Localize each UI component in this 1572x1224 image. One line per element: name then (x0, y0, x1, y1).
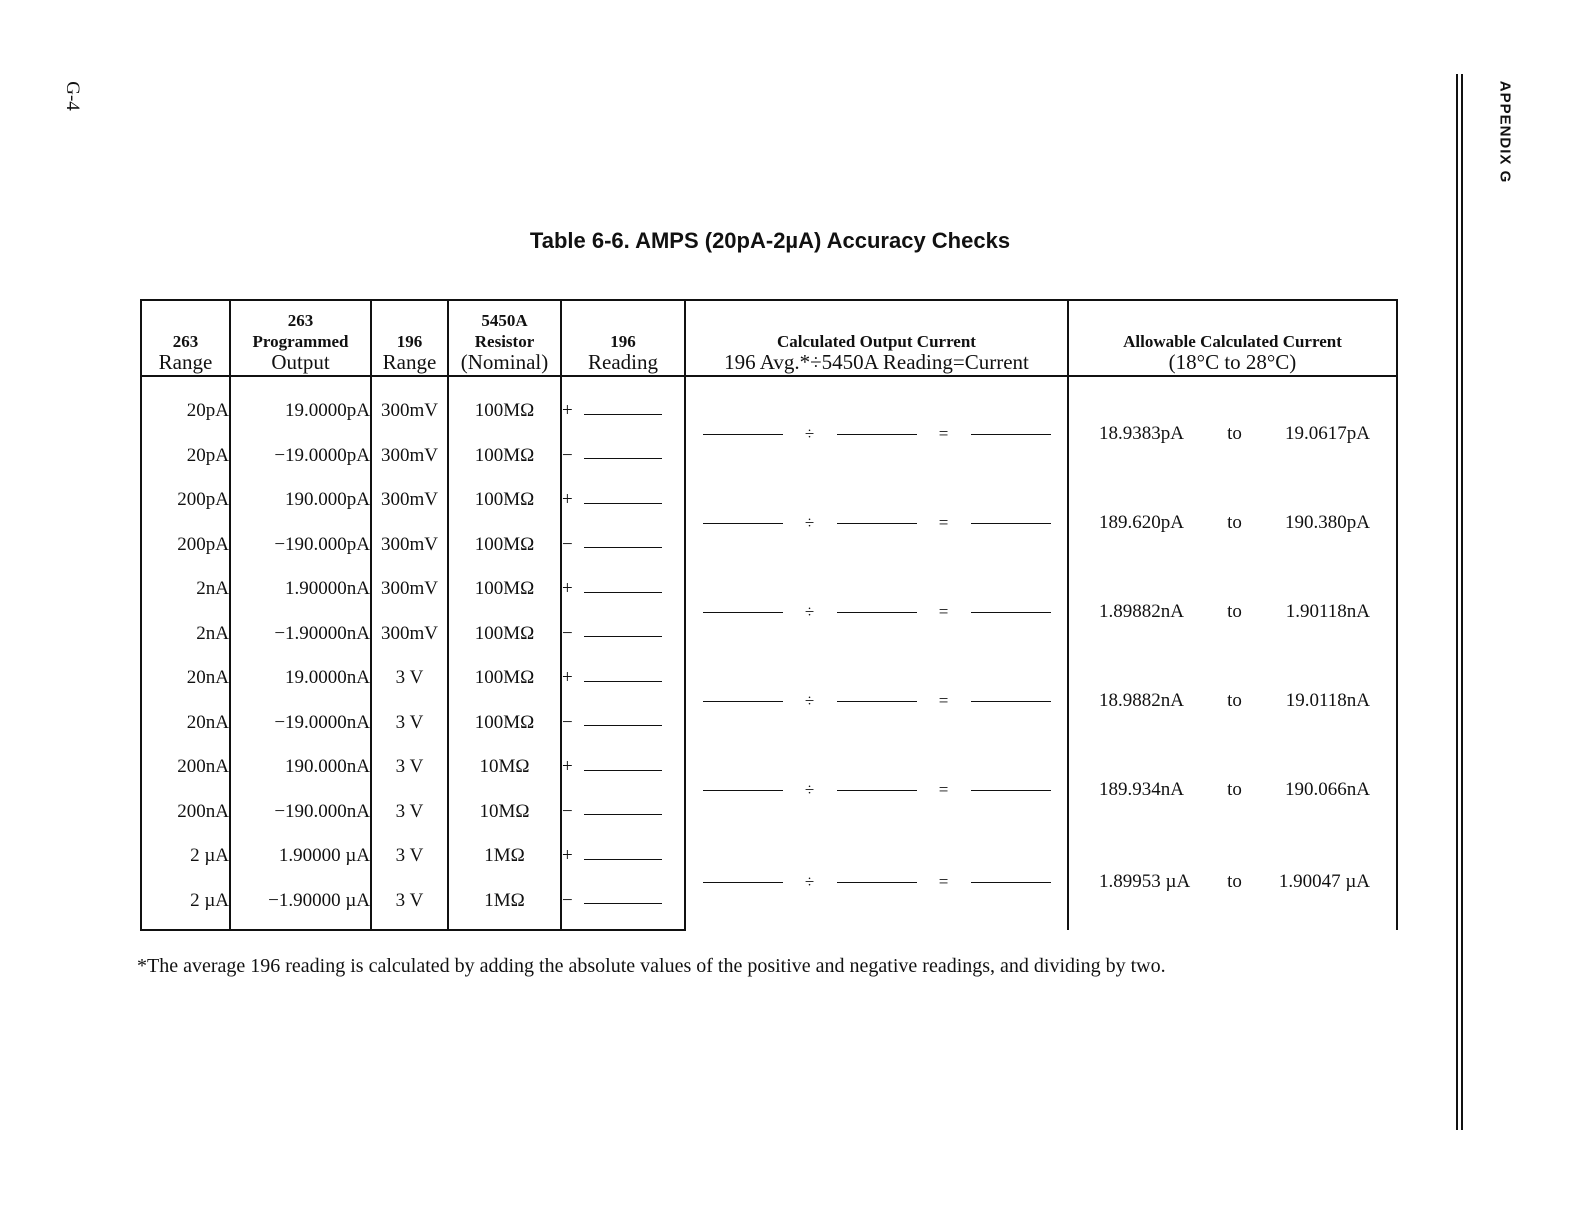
resistor-reading-blank (837, 789, 917, 791)
sign-symbol: + (562, 756, 573, 778)
range-196-cell: 3 V (371, 879, 448, 931)
resistor-cell: 100MΩ (448, 567, 561, 612)
calculation-cell (685, 376, 1068, 478)
equals-symbol: = (938, 779, 949, 799)
allowable-low: 1.89882nA (1099, 600, 1184, 622)
resistor-cell: 1MΩ (448, 879, 561, 931)
programmed-output-cell: 19.0000nA (230, 656, 371, 701)
sign-symbol: + (562, 489, 573, 511)
current-blank (971, 881, 1051, 883)
header-196-range: 196 Range (371, 300, 448, 376)
range-263-cell: 2 µA (141, 834, 230, 879)
range-196-cell: 300mV (371, 612, 448, 657)
equals-symbol: = (938, 512, 949, 532)
reading-blank (584, 858, 662, 860)
table-row (141, 656, 1397, 701)
average-blank (703, 433, 783, 435)
range-196-cell: 3 V (371, 745, 448, 790)
header-263-range: 263 Range (141, 300, 230, 376)
range-196-cell: 300mV (371, 376, 448, 434)
current-blank (971, 789, 1051, 791)
allowable-to: to (1227, 511, 1242, 533)
equals-symbol: = (938, 601, 949, 621)
header-allowable-current: Allowable Calculated Current (18°C to 28°C) (1068, 300, 1397, 376)
reading-blank (584, 769, 662, 771)
table-row (141, 745, 1397, 790)
sign-symbol: + (562, 400, 573, 422)
allowable-to: to (1227, 600, 1242, 622)
range-263-cell: 20pA (141, 434, 230, 479)
reading-196-cell (561, 834, 685, 879)
divide-symbol: ÷ (804, 872, 815, 891)
allowable-high: 19.0118nA (1285, 689, 1370, 711)
programmed-output-cell: 190.000pA (230, 478, 371, 523)
reading-196-cell (561, 567, 685, 612)
divide-symbol: ÷ (804, 779, 815, 799)
header-calculated-current: Calculated Output Current 196 Avg.*÷5450A Reading=Current (685, 300, 1068, 376)
sign-symbol: + (562, 845, 573, 867)
resistor-cell: 100MΩ (448, 612, 561, 657)
reading-blank (584, 635, 662, 637)
programmed-output-cell: −1.90000nA (230, 612, 371, 657)
allowable-cell (1068, 745, 1397, 834)
allowable-cell (1068, 656, 1397, 745)
range-263-cell: 2nA (141, 612, 230, 657)
reading-blank (584, 902, 662, 904)
reading-196-cell (561, 434, 685, 479)
allowable-high: 19.0617pA (1285, 422, 1370, 444)
equals-symbol: = (938, 690, 949, 710)
table-row (141, 376, 1397, 434)
programmed-output-cell: −190.000nA (230, 790, 371, 835)
accuracy-checks-table (140, 299, 1398, 931)
allowable-low: 189.620pA (1099, 511, 1184, 533)
programmed-output-cell: −190.000pA (230, 523, 371, 568)
reading-blank (584, 546, 662, 548)
programmed-output-cell: 1.90000 µA (230, 834, 371, 879)
allowable-to: to (1227, 689, 1242, 711)
resistor-cell: 100MΩ (448, 376, 561, 434)
allowable-high: 190.380pA (1285, 511, 1370, 533)
allowable-high: 1.90047 µA (1278, 871, 1370, 892)
table-row (141, 478, 1397, 523)
resistor-reading-blank (837, 881, 917, 883)
range-263-cell: 20pA (141, 376, 230, 434)
range-263-cell: 20nA (141, 656, 230, 701)
range-263-cell: 200nA (141, 745, 230, 790)
current-blank (971, 700, 1051, 702)
table-title: Table 6-6. AMPS (20pA-2µA) Accuracy Checks (529, 228, 1011, 253)
sign-symbol: − (562, 889, 573, 911)
sign-symbol: + (562, 578, 573, 600)
reading-blank (584, 724, 662, 726)
range-196-cell: 3 V (371, 656, 448, 701)
reading-196-cell (561, 612, 685, 657)
resistor-reading-blank (837, 433, 917, 435)
reading-196-cell (561, 478, 685, 523)
current-blank (971, 611, 1051, 613)
current-blank (971, 522, 1051, 524)
sign-symbol: − (562, 711, 573, 733)
range-263-cell: 2 µA (141, 879, 230, 931)
reading-blank (584, 591, 662, 593)
reading-196-cell (561, 523, 685, 568)
divide-symbol: ÷ (804, 423, 815, 443)
header-196-reading: 196 Reading (561, 300, 685, 376)
range-196-cell: 300mV (371, 567, 448, 612)
equals-symbol: = (938, 423, 949, 443)
range-196-cell: 300mV (371, 478, 448, 523)
programmed-output-cell: −1.90000 µA (230, 879, 371, 931)
allowable-cell (1068, 834, 1397, 930)
current-blank (971, 433, 1051, 435)
calculation-cell (685, 745, 1068, 834)
divide-symbol: ÷ (804, 512, 815, 532)
reading-196-cell (561, 790, 685, 835)
allowable-low: 189.934nA (1099, 778, 1184, 800)
programmed-output-cell: −19.0000nA (230, 701, 371, 746)
calculation-cell (685, 834, 1068, 930)
sign-symbol: − (562, 533, 573, 555)
programmed-output-cell: 1.90000nA (230, 567, 371, 612)
divide-symbol: ÷ (804, 690, 815, 710)
average-blank (703, 522, 783, 524)
sign-symbol: − (562, 444, 573, 466)
resistor-cell: 100MΩ (448, 656, 561, 701)
allowable-low: 1.89953 µA (1099, 871, 1191, 892)
reading-blank (584, 502, 662, 504)
allowable-to: to (1227, 422, 1242, 444)
resistor-reading-blank (837, 522, 917, 524)
resistor-reading-blank (837, 700, 917, 702)
equals-symbol: = (938, 872, 949, 891)
calculation-cell (685, 656, 1068, 745)
programmed-output-cell: 190.000nA (230, 745, 371, 790)
header-programmed-output: 263 Programmed Output (230, 300, 371, 376)
header-resistor: 5450A Resistor (Nominal) (448, 300, 561, 376)
average-blank (703, 611, 783, 613)
allowable-cell (1068, 478, 1397, 567)
footnote: *The average 196 reading is calculated by adding the absolute values of the positive and negative readings, and dividing by two. (137, 955, 1166, 977)
allowable-high: 1.90118nA (1285, 600, 1370, 622)
average-blank (703, 700, 783, 702)
range-196-cell: 3 V (371, 834, 448, 879)
table-row (141, 834, 1397, 879)
allowable-low: 18.9882nA (1099, 689, 1184, 711)
resistor-cell: 100MΩ (448, 701, 561, 746)
reading-blank (584, 680, 662, 682)
range-196-cell: 300mV (371, 523, 448, 568)
range-263-cell: 20nA (141, 701, 230, 746)
programmed-output-cell: 19.0000pA (230, 376, 371, 434)
reading-196-cell (561, 376, 685, 434)
range-196-cell: 3 V (371, 790, 448, 835)
calculation-cell (685, 567, 1068, 656)
allowable-cell (1068, 567, 1397, 656)
range-263-cell: 200pA (141, 523, 230, 568)
divide-symbol: ÷ (804, 601, 815, 621)
average-blank (703, 881, 783, 883)
reading-196-cell (561, 656, 685, 701)
page-number: G-4 (62, 81, 83, 111)
appendix-label: APPENDIX G (1496, 80, 1514, 184)
resistor-reading-blank (837, 611, 917, 613)
range-263-cell: 200pA (141, 478, 230, 523)
reading-196-cell (561, 701, 685, 746)
reading-blank (584, 813, 662, 815)
allowable-high: 190.066nA (1285, 778, 1370, 800)
sign-symbol: − (562, 622, 573, 644)
allowable-to: to (1227, 871, 1242, 892)
sign-symbol: − (562, 800, 573, 822)
resistor-cell: 10MΩ (448, 745, 561, 790)
table-row (141, 567, 1397, 612)
allowable-low: 18.9383pA (1099, 422, 1184, 444)
range-196-cell: 300mV (371, 434, 448, 479)
range-196-cell: 3 V (371, 701, 448, 746)
average-blank (703, 789, 783, 791)
resistor-cell: 100MΩ (448, 434, 561, 479)
resistor-cell: 100MΩ (448, 523, 561, 568)
reading-196-cell (561, 745, 685, 790)
reading-196-cell (561, 879, 685, 931)
allowable-to: to (1227, 778, 1242, 800)
range-263-cell: 200nA (141, 790, 230, 835)
header-row (141, 300, 1397, 376)
resistor-cell: 100MΩ (448, 478, 561, 523)
allowable-cell (1068, 376, 1397, 478)
programmed-output-cell: −19.0000pA (230, 434, 371, 479)
resistor-cell: 1MΩ (448, 834, 561, 879)
calculation-cell (685, 478, 1068, 567)
range-263-cell: 2nA (141, 567, 230, 612)
resistor-cell: 10MΩ (448, 790, 561, 835)
sign-symbol: + (562, 667, 573, 689)
reading-blank (584, 413, 662, 415)
reading-blank (584, 457, 662, 459)
